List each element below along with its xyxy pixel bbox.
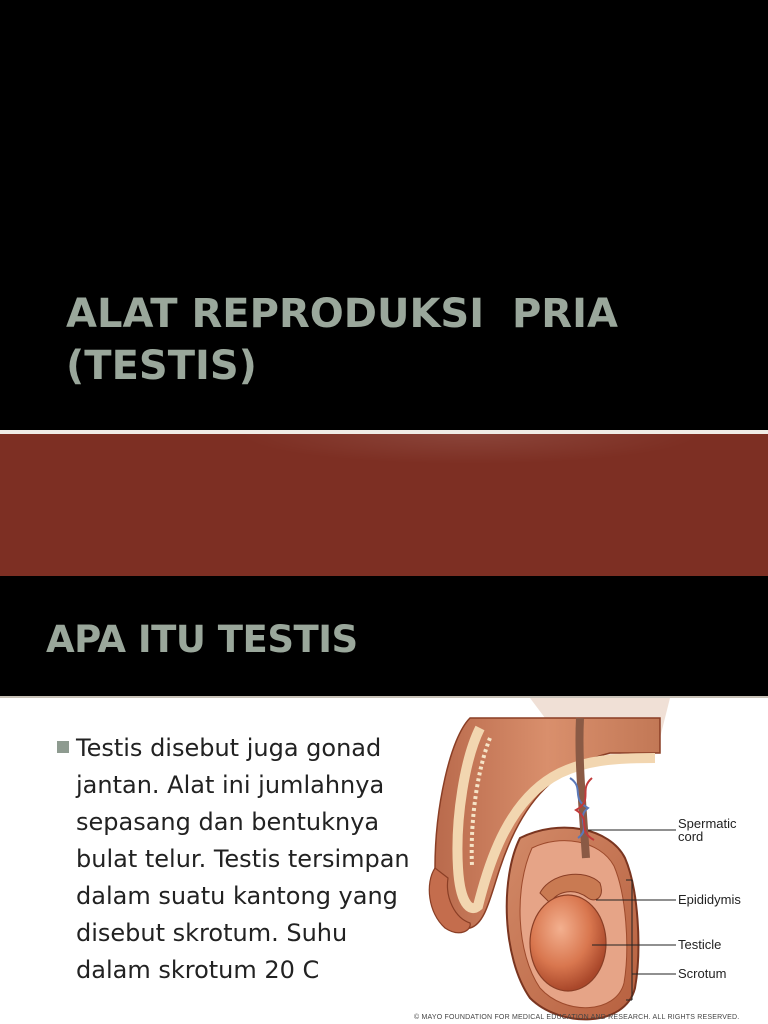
- label-spermatic: Spermatic: [678, 816, 737, 831]
- title-line-1: ALAT REPRODUKSI PRIA: [66, 291, 618, 337]
- slide-content-heading: APA ITU TESTIS: [46, 618, 358, 661]
- testicle-shape: [530, 895, 606, 991]
- slide-title: [0, 0, 768, 430]
- bullet-text: Testis disebut juga gonad jantan. Alat ini jumlahnya sepasang dan bentuknya bulat telur. Testis tersimpan dalam suatu kantong yang disebut skrotum. Suhu dalam skrotum 20 C: [76, 734, 410, 984]
- slide-title-heading: [66, 288, 746, 392]
- copyright-text: © MAYO FOUNDATION FOR MEDICAL EDUCATION AND RESEARCH. ALL RIGHTS RESERVED.: [414, 1014, 740, 1021]
- label-epididymis: Epididymis: [678, 892, 741, 907]
- bullet-icon: [57, 741, 69, 753]
- accent-band: [0, 434, 768, 576]
- title-line-2: (TESTIS): [66, 343, 257, 389]
- slide-content-body: [0, 698, 768, 1024]
- testis-anatomy-figure: [410, 698, 768, 1024]
- label-testicle: Testicle: [678, 937, 722, 952]
- label-cord: cord: [678, 829, 704, 844]
- label-scrotum: Scrotum: [678, 966, 727, 981]
